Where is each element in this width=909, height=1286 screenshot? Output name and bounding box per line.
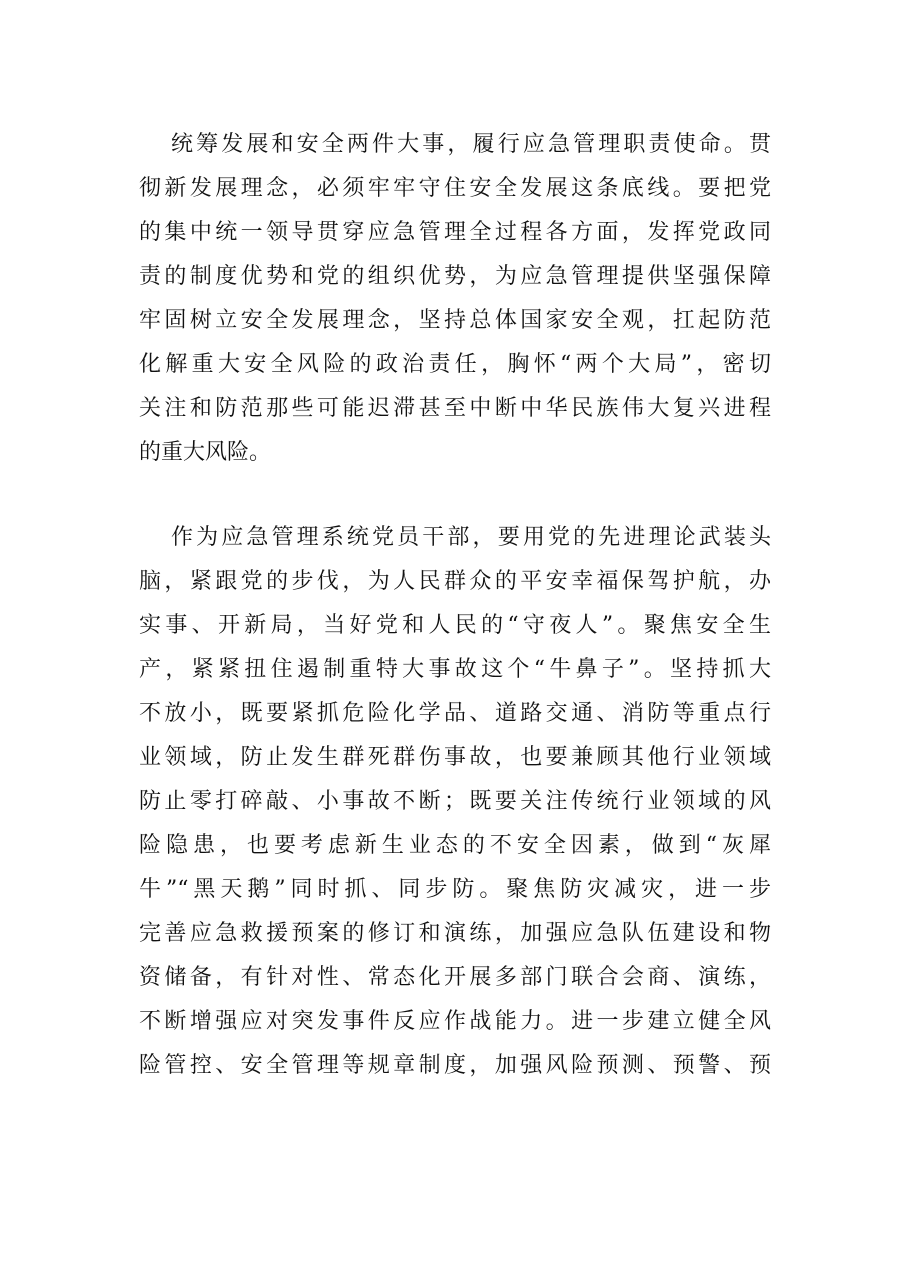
text-line: 化解重大安全风险的政治责任，胸怀“两个大局”，密切 xyxy=(139,352,771,377)
text-line: 统筹发展和安全两件大事，履行应急管理职责使命。贯 xyxy=(171,132,771,157)
text-line: 实事、开新局，当好党和人民的“守夜人”。聚焦安全生 xyxy=(139,613,771,638)
text-line: 不放小，既要紧抓危险化学品、道路交通、消防等重点行 xyxy=(139,701,771,726)
text-line: 脑，紧跟党的步伐，为人民群众的平安幸福保驾护航，办 xyxy=(139,569,771,594)
text-line: 彻新发展理念，必须牢牢守住安全发展这条底线。要把党 xyxy=(139,176,771,201)
text-line: 牢固树立安全发展理念，坚持总体国家安全观，扛起防范 xyxy=(139,308,771,333)
text-line: 险管控、安全管理等规章制度，加强风险预测、预警、预 xyxy=(139,1053,771,1078)
text-line: 牛”“黑天鹅”同时抓、同步防。聚焦防灾减灾，进一步 xyxy=(139,877,771,902)
text-line: 防止零打碎敲、小事故不断；既要关注传统行业领域的风 xyxy=(139,789,771,814)
text-line: 完善应急救援预案的修订和演练，加强应急队伍建设和物 xyxy=(139,921,771,946)
text-line: 资储备，有针对性、常态化开展多部门联合会商、演练， xyxy=(139,965,771,990)
text-line: 产，紧紧扭住遏制重特大事故这个“牛鼻子”。坚持抓大 xyxy=(139,657,771,682)
text-line: 作为应急管理系统党员干部，要用党的先进理论武装头 xyxy=(171,525,771,550)
text-line: 责的制度优势和党的组织优势，为应急管理提供坚强保障 xyxy=(139,264,771,289)
text-line: 关注和防范那些可能迟滞甚至中断中华民族伟大复兴进程 xyxy=(139,396,771,421)
text-line: 的重大风险。 xyxy=(139,440,272,465)
text-line: 不断增强应对突发事件反应作战能力。进一步建立健全风 xyxy=(139,1009,771,1034)
text-line: 险隐患，也要考虑新生业态的不安全因素，做到“灰犀 xyxy=(139,833,771,858)
text-line: 业领域，防止发生群死群伤事故，也要兼顾其他行业领域 xyxy=(139,745,771,770)
text-line: 的集中统一领导贯穿应急管理全过程各方面，发挥党政同 xyxy=(139,220,771,245)
